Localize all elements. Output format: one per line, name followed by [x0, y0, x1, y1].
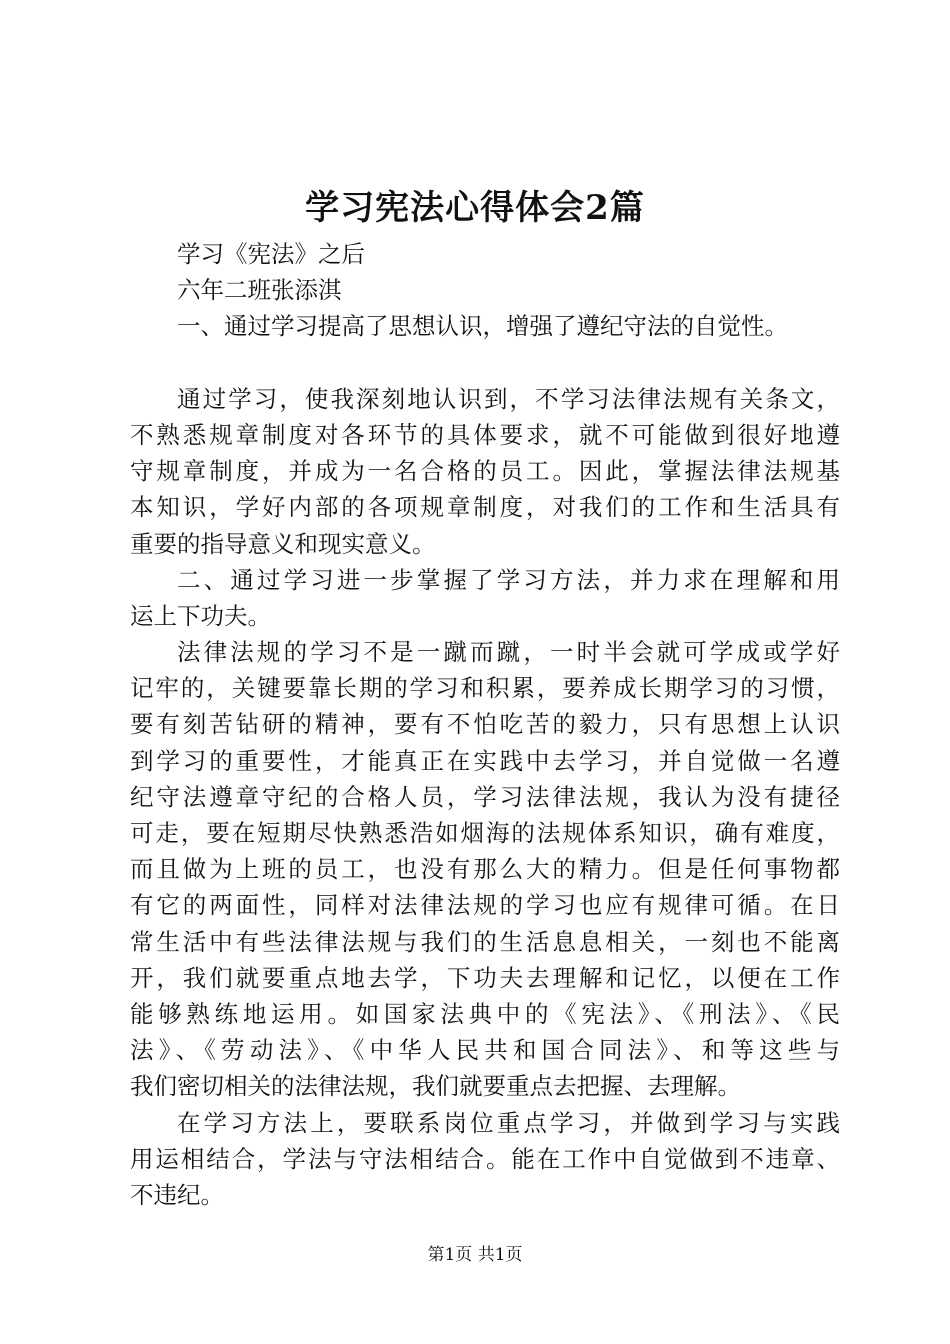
body-line: 用运相结合，学法与守法相结合。能在工作中自觉做到不违章、: [130, 1144, 840, 1173]
document-title: 学习宪法心得体会2篇: [305, 188, 645, 228]
document-body: [130, 236, 840, 1213]
body-line: 六年二班张添淇: [177, 276, 342, 305]
body-line: 常生活中有些法律法规与我们的生活息息相关，一刻也不能离: [130, 927, 840, 956]
body-line: 要有刻苦钻研的精神，要有不怕吃苦的毅力，只有思想上认识: [130, 710, 840, 739]
body-line: 本知识，学好内部的各项规章制度，对我们的工作和生活具有: [130, 493, 840, 522]
body-line: 学习《宪法》之后: [177, 240, 365, 268]
blank-line: [130, 345, 840, 381]
page-footer: 第1页 共1页: [427, 1245, 523, 1265]
body-line: 到学习的重要性，才能真正在实践中去学习，并自觉做一名遵: [130, 746, 840, 775]
body-line: 在学习方法上，要联系岗位重点学习，并做到学习与实践: [177, 1108, 840, 1137]
body-line: 法律法规的学习不是一蹴而蹴，一时半会就可学成或学好: [177, 638, 840, 667]
body-line: 纪守法遵章守纪的合格人员，学习法律法规，我认为没有捷径: [130, 782, 840, 811]
body-line: 重要的指导意义和现实意义。: [130, 529, 436, 558]
body-line: 开，我们就要重点地去学，下功夫去理解和记忆，以便在工作: [130, 963, 840, 992]
body-line: 运上下功夫。: [130, 601, 271, 630]
body-line: 法》、《劳动法》、《中华人民共和国合同法》、和等这些与: [130, 1036, 840, 1065]
body-line: 记牢的，关键要靠长期的学习和积累，要养成长期学习的习惯，: [130, 674, 840, 703]
body-line: 我们密切相关的法律法规，我们就要重点去把握、去理解。: [130, 1072, 741, 1101]
body-line: 不违纪。: [130, 1180, 224, 1209]
body-line: 可走，要在短期尽快熟悉浩如烟海的法规体系知识，确有难度，: [130, 819, 840, 847]
body-line: 二、通过学习进一步掌握了学习方法，并力求在理解和用: [177, 565, 840, 594]
body-line: 不熟悉规章制度对各环节的具体要求，就不可能做到很好地遵: [130, 420, 840, 449]
body-line: 而且做为上班的员工，也没有那么大的精力。但是任何事物都: [130, 855, 840, 884]
body-line: 有它的两面性，同样对法律法规的学习也应有规律可循。在日: [130, 891, 840, 920]
body-line: 守规章制度，并成为一名合格的员工。因此，掌握法律法规基: [130, 457, 840, 486]
body-line: 通过学习，使我深刻地认识到，不学习法律法规有关条文，: [177, 384, 840, 413]
body-line: 能够熟练地运用。如国家法典中的《宪法》、《刑法》、《民: [130, 999, 840, 1028]
body-line: 一、通过学习提高了思想认识，增强了遵纪守法的自觉性。: [177, 312, 788, 341]
